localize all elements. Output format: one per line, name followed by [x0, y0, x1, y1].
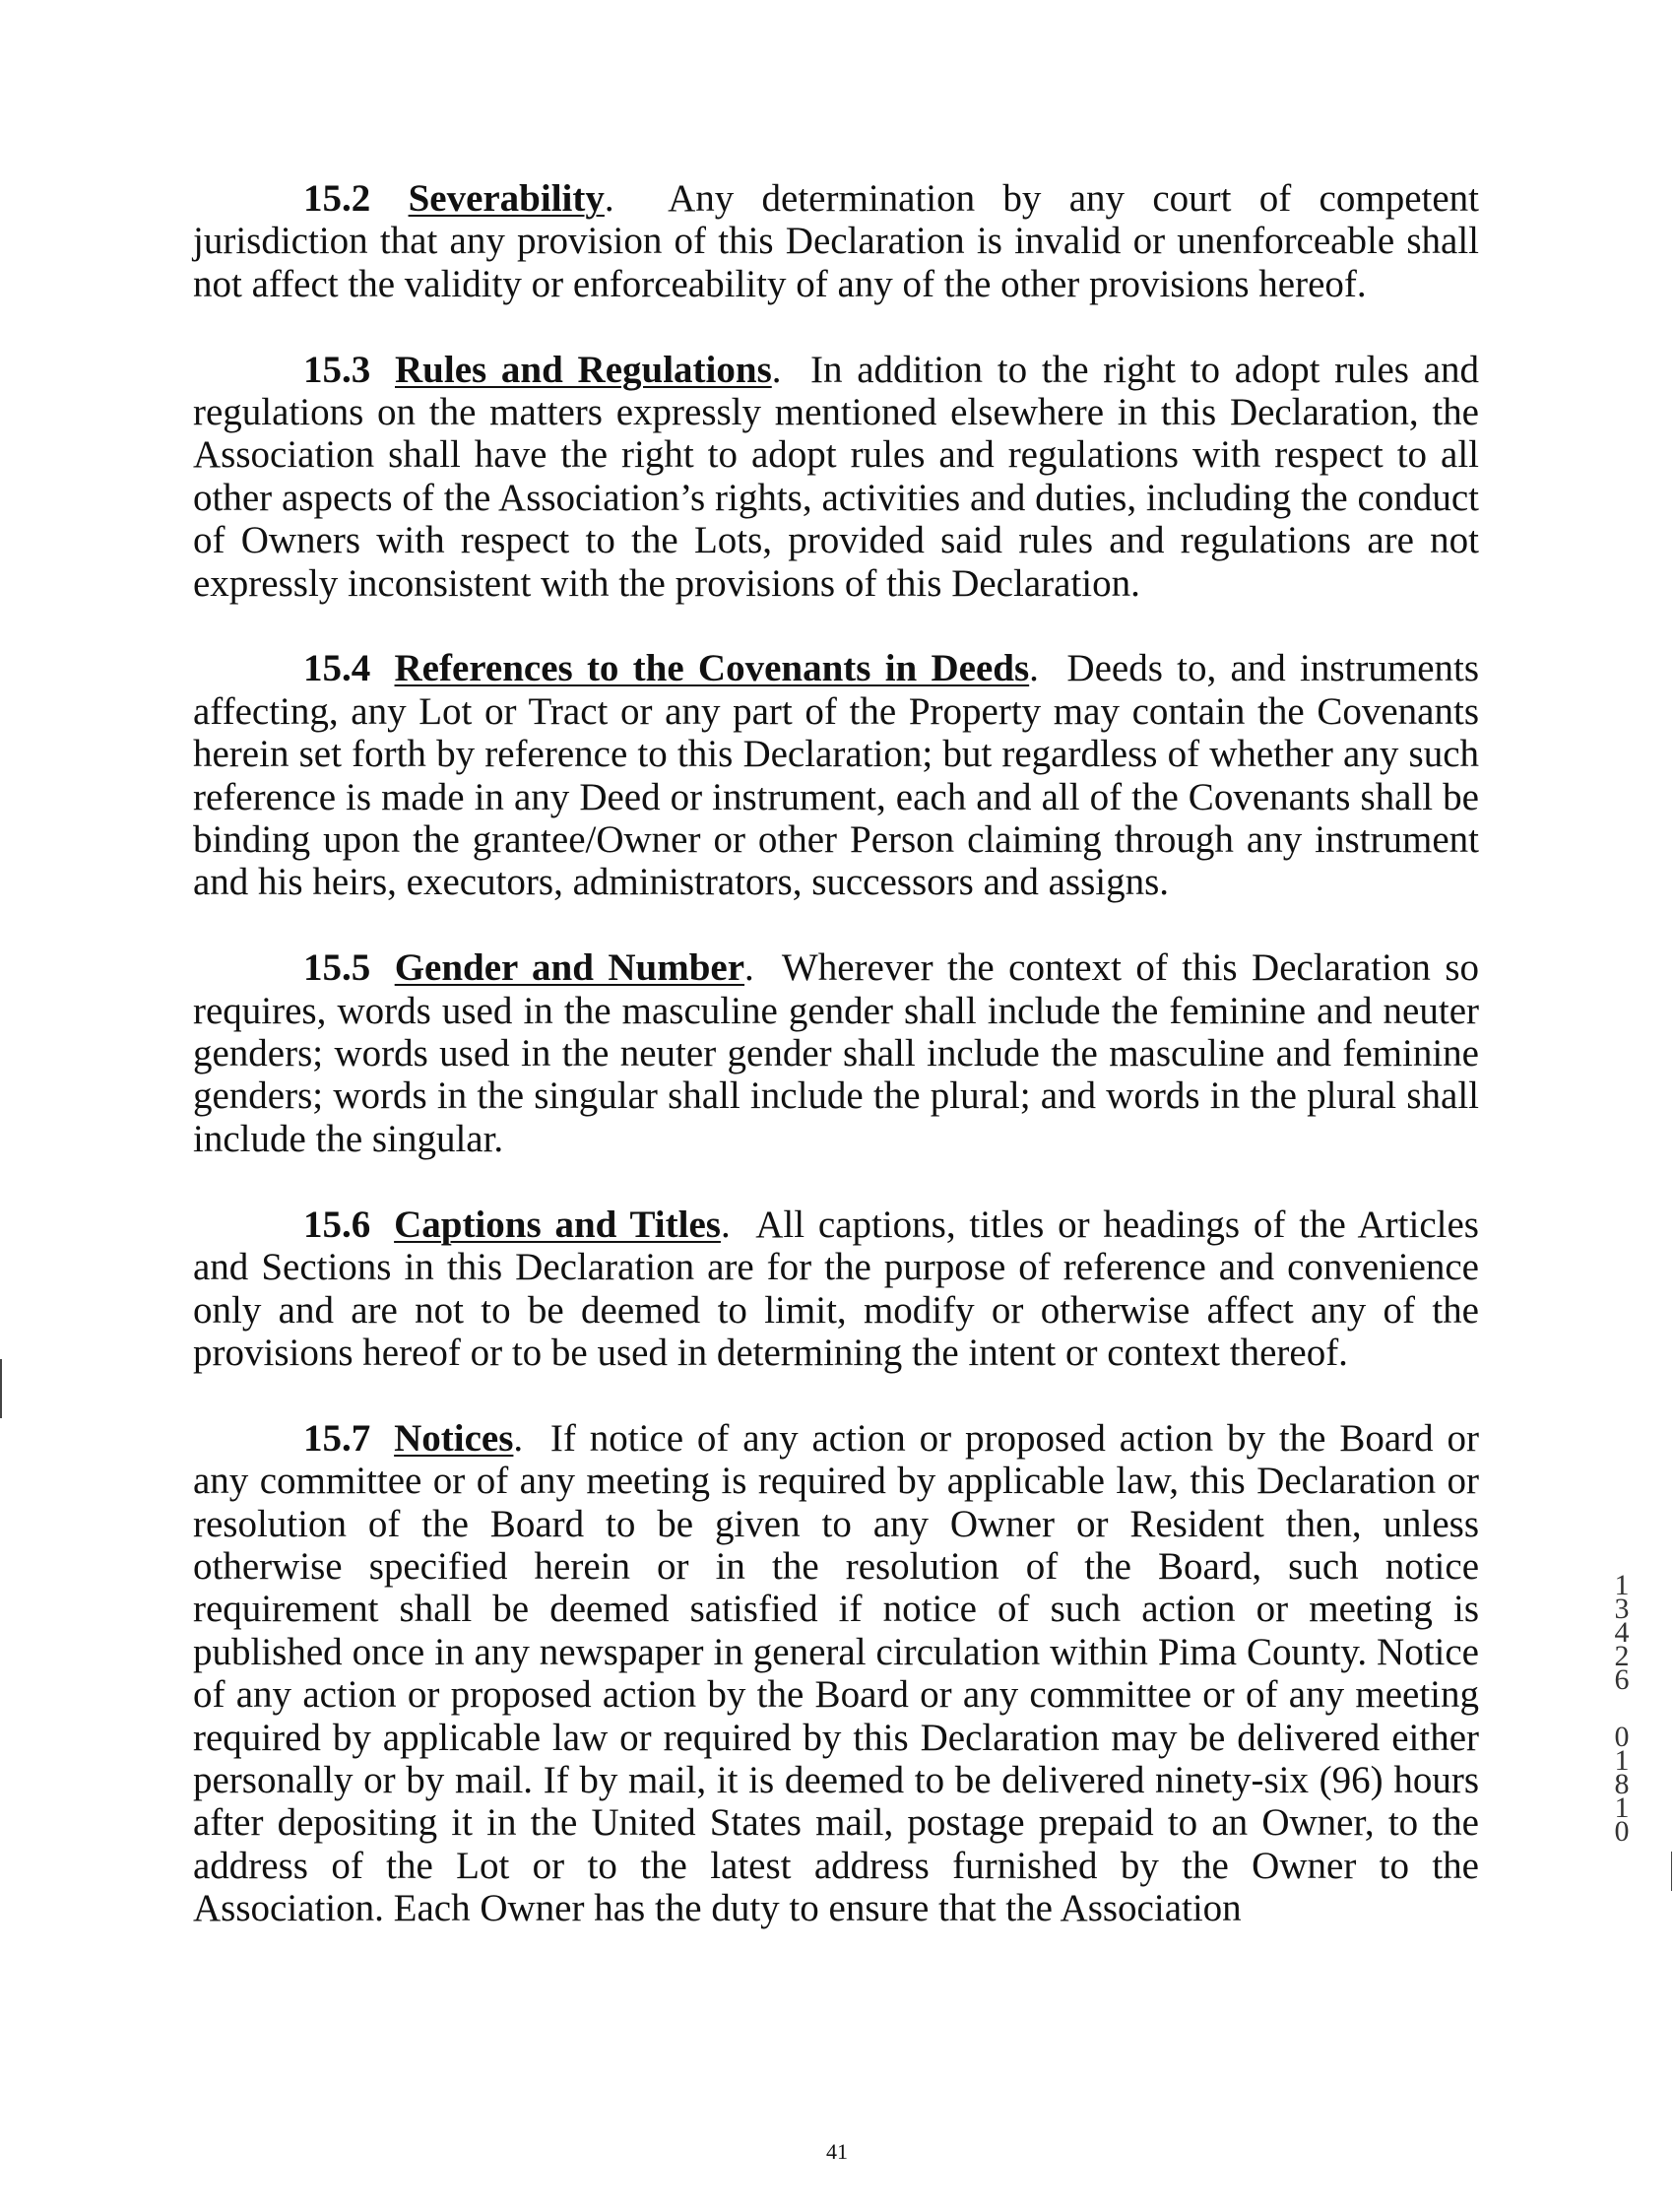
stamp-digit: 3 — [1614, 1593, 1630, 1625]
section-number: 15.4 — [303, 647, 371, 690]
section-text: Deeds to, and instruments affecting, any Lot or Tract or any part of the Property may contain the Covenants herein set forth by reference to this Declaration; but regardless of whether any such reference is made in any Deed or instrument, each and all of the Covenants shall be binding upon the grantee/Owner or other Person claiming through any instrument and his heirs, executors, administrators, successors and assigns. — [193, 647, 1480, 904]
stamp-digit: 4 — [1614, 1616, 1630, 1649]
section-title: Notices — [394, 1416, 514, 1460]
section-number: 15.5 — [303, 946, 371, 990]
section-15-4: 15.4 References to the Covenants in Deeds. Deeds to, and instruments affecting, any Lot or Tract or any part of the Property may contain the Covenants herein set forth by reference to this Declaration; but regardless of whether any such reference is made in any Deed or instrument, each and all of the Covenants shall be binding upon the grantee/Owner or other Person claiming through any instrument and his heirs, executors, administrators, successors and assigns. — [193, 647, 1480, 904]
stamp-digit: 6 — [1614, 1663, 1630, 1696]
scan-edge-mark — [1671, 1852, 1672, 1891]
section-title: Rules and Regulations — [395, 348, 772, 391]
section-number: 15.3 — [303, 348, 371, 391]
section-number: 15.2 — [303, 177, 371, 220]
section-text: Wherever the context of this Declaration so requires, words used in the masculine gender shall include the feminine and neuter genders; words used in the neuter gender shall include the masculine and feminine genders; words in the singular shall include the plural; and words in the plural shall include the singular. — [193, 946, 1480, 1160]
section-number: 15.7 — [303, 1416, 371, 1460]
section-title: References to the Covenants in Deeds — [394, 647, 1030, 690]
scan-edge-mark — [0, 1359, 2, 1418]
section-title: Gender and Number — [394, 946, 745, 990]
section-text: All captions, titles or headings of the Articles and Sections in this Declaration are for the purpose of reference and convenience only and are not to be deemed to limit, modify or otherwise affect any of the provisions hereof or to be used in determining the intent or context thereof. — [193, 1203, 1479, 1374]
stamp-digit: 8 — [1614, 1768, 1630, 1800]
stamp-digit: 1 — [1614, 1791, 1630, 1824]
section-title: Captions and Titles — [394, 1203, 721, 1246]
section-15-7: 15.7 Notices. If notice of any action or proposed action by the Board or any committee or of any meeting is required by applicable law, this Declaration or resolution of the Board to be given to any Owner or Resident then, unless otherwise specified herein or in the resolution of the Board, such notice requirement shall be deemed satisfied if notice of such action or meeting is published once in any newspaper in general circulation within Pima County. Notice of any action or proposed action by the Board or any committee or of any meeting required by applicable law or required by this Declaration may be delivered either personally or by mail. If by mail, it is deemed to be delivered ninety-six (96) hours after depositing it in the United States mail, postage prepaid to an Owner, to the address of the Lot or to the latest address furnished by the Owner to the Association. Each Owner has the duty to ensure that the Association — [193, 1416, 1479, 1930]
stamp-digit: 0 — [1614, 1815, 1630, 1848]
section-text: Any determination by any court of competent jurisdiction that any provision of this Declaration is invalid or unenforceable shall not affect the validity or enforceability of any of the other provisions hereof. — [193, 177, 1479, 305]
document-body — [193, 177, 1479, 1973]
section-15-3: 15.3 Rules and Regulations. In addition to the right to adopt rules and regulations on the matters expressly mentioned elsewhere in this Declaration, the Association shall have the right to adopt rules and regulations with respect to all other aspects of the Association’s rights, activities and duties, including the conduct of Owners with respect to the Lots, provided said rules and regulations are not expressly inconsistent with the provisions of this Declaration. — [193, 348, 1480, 605]
section-15-5: 15.5 Gender and Number. Wherever the context of this Declaration so requires, words used in the masculine gender shall include the feminine and neuter genders; words used in the neuter gender shall include the masculine and feminine genders; words in the singular shall include the plural; and words in the plural shall include the singular. — [193, 946, 1480, 1160]
stamp-digit: 1 — [1614, 1569, 1630, 1601]
section-15-2: 15.2 Severability. Any determination by any court of competent jurisdiction that any provision of this Declaration is invalid or unenforceable shall not affect the validity or enforceability of any of the other provisions hereof. — [193, 177, 1479, 305]
page-number: 41 — [826, 2139, 848, 2164]
section-15-6: 15.6 Captions and Titles. All captions, titles or headings of the Articles and Sections in this Declaration are for the purpose of reference and convenience only and are not to be deemed to limit, modify or otherwise affect any of the provisions hereof or to be used in determining the intent or context thereof. — [193, 1203, 1479, 1374]
section-title: Severability — [408, 177, 605, 220]
section-number: 15.6 — [303, 1203, 371, 1246]
stamp-digit: 2 — [1614, 1640, 1630, 1672]
section-text: If notice of any action or proposed action by the Board or any committee or of any meeting is required by applicable law, this Declaration or resolution of the Board to be given to any Owner or Resident then, unless otherwise specified herein or in the resolution of the Board, such notice requirement shall be deemed satisfied if notice of such action or meeting is published once in any newspaper in general circulation within Pima County. Notice of any action or proposed action by the Board or any committee or of any meeting required by applicable law or required by this Declaration may be delivered either personally or by mail. If by mail, it is deemed to be delivered ninety-six (96) hours after depositing it in the United States mail, postage prepaid to an Owner, to the address of the Lot or to the latest address furnished by the Owner to the Association. Each Owner has the duty to ensure that the Association — [193, 1416, 1479, 1930]
recording-stamp — [1608, 1569, 1636, 1848]
stamp-digit: 0 — [1614, 1721, 1630, 1753]
section-text: In addition to the right to adopt rules and regulations on the matters expressly mentioned elsewhere in this Declaration, the Association shall have the right to adopt rules and regulations with respect to all other aspects of the Association’s rights, activities and duties, including the conduct of Owners with respect to the Lots, provided said rules and regulations are not expressly inconsistent with the provisions of this Declaration. — [193, 348, 1480, 605]
stamp-digit: 1 — [1614, 1744, 1630, 1777]
